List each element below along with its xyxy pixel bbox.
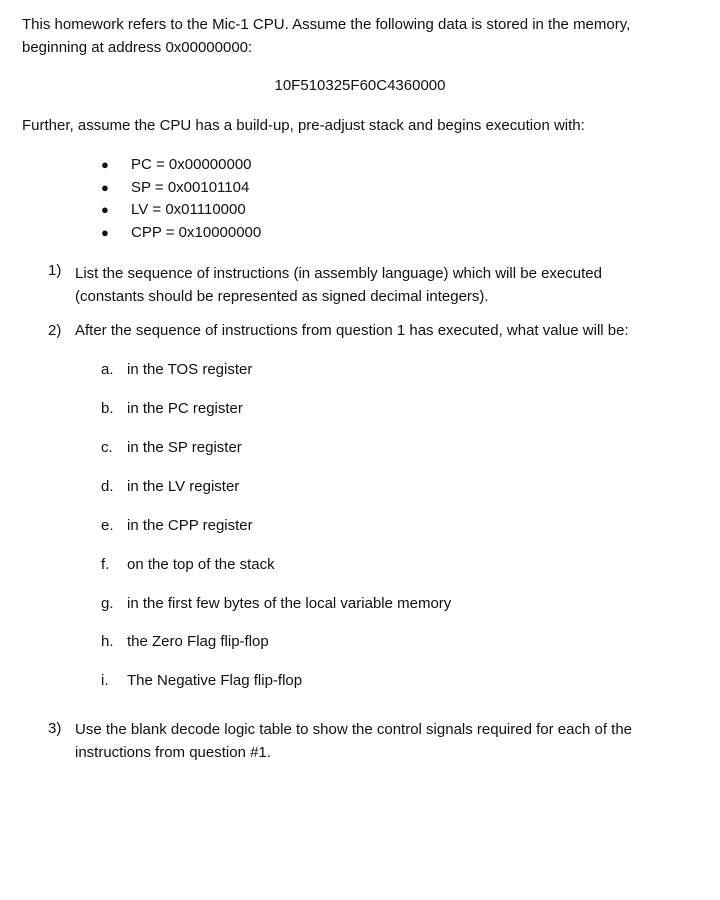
question-line: List the sequence of instructions (in assembly language) which will be executed: [75, 265, 602, 282]
sub-question-text: in the LV register: [127, 478, 240, 495]
register-text: CPP = 0x10000000: [131, 224, 262, 241]
sub-question-label: i.: [101, 672, 109, 689]
question-number: 1): [48, 262, 62, 279]
memory-data: 10F510325F60C4360000: [274, 77, 446, 94]
bullet-icon: ●: [101, 180, 109, 195]
stack-assumption-text: Further, assume the CPU has a build-up, pre-adjust stack and begins execution with:: [22, 117, 585, 134]
sub-question-label: b.: [101, 400, 114, 417]
sub-question-text: the Zero Flag flip-flop: [127, 633, 269, 650]
sub-question-label: h.: [101, 633, 114, 650]
question-number: 3): [48, 720, 62, 737]
sub-question-text: on the top of the stack: [127, 556, 275, 573]
sub-question-text: The Negative Flag flip-flop: [127, 672, 303, 689]
question-text: [75, 262, 695, 308]
sub-question-text: in the SP register: [127, 439, 242, 456]
sub-question-text: in the TOS register: [127, 361, 253, 378]
question-text: [75, 718, 695, 764]
sub-question-text: in the PC register: [127, 400, 243, 417]
intro-line-1: This homework refers to the Mic-1 CPU. Assume the following data is stored in the memory,: [22, 16, 631, 33]
sub-question-label: f.: [101, 556, 110, 573]
question-line: instructions from question #1.: [75, 744, 271, 761]
question-line: Use the blank decode logic table to show the control signals required for each of the: [75, 721, 633, 738]
intro-line-2: beginning at address 0x00000000:: [22, 39, 253, 56]
sub-question-label: g.: [101, 595, 114, 612]
register-text: LV = 0x01110000: [131, 201, 246, 218]
question-number: 2): [48, 322, 62, 339]
sub-question-label: c.: [101, 439, 113, 456]
bullet-icon: ●: [101, 225, 109, 240]
bullet-icon: ●: [101, 202, 109, 217]
sub-question-label: a.: [101, 361, 114, 378]
question-text: After the sequence of instructions from question 1 has executed, what value will be:: [75, 322, 629, 339]
sub-question-label: e.: [101, 517, 114, 534]
sub-question-label: d.: [101, 478, 114, 495]
question-line: (constants should be represented as signed decimal integers).: [75, 288, 489, 305]
intro-paragraph: [22, 13, 702, 59]
sub-question-text: in the first few bytes of the local variable memory: [127, 595, 452, 612]
register-text: PC = 0x00000000: [131, 156, 252, 173]
sub-question-text: in the CPP register: [127, 517, 253, 534]
register-text: SP = 0x00101104: [131, 179, 250, 196]
bullet-icon: ●: [101, 157, 109, 172]
